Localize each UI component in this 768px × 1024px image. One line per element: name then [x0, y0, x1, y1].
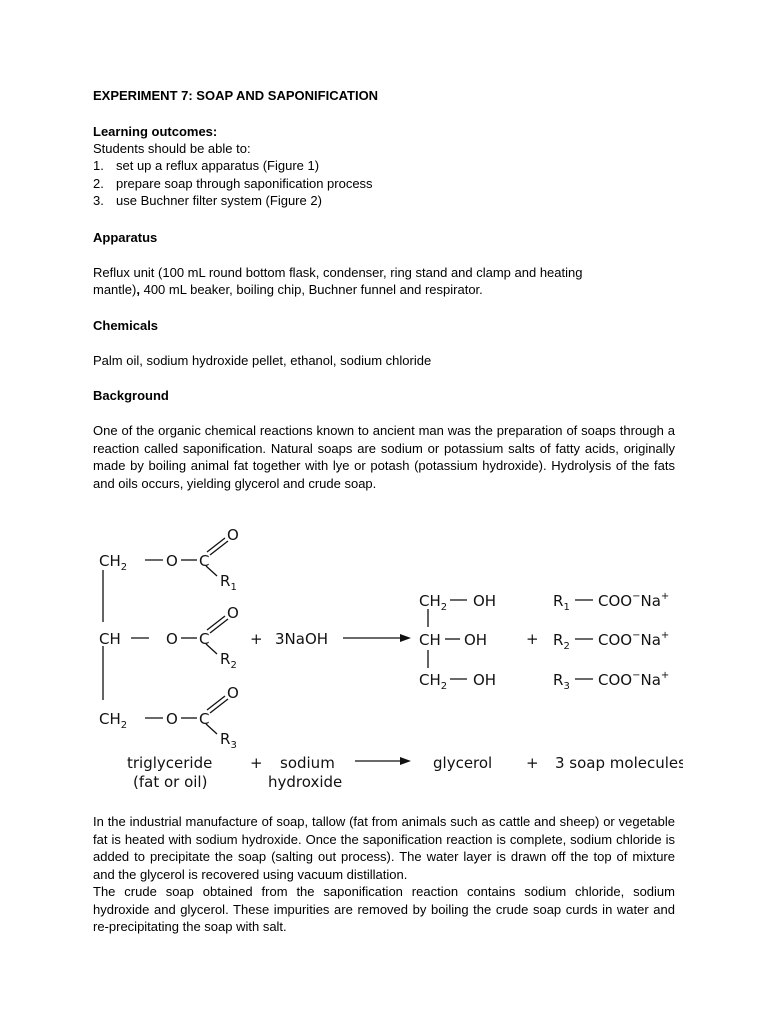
- ch-label: CH: [99, 630, 121, 648]
- carbon-label: C: [199, 710, 210, 728]
- carboxylate-label: COO−Na+: [598, 670, 670, 689]
- apparatus-heading: Apparatus: [93, 230, 158, 245]
- hydroxyl-label: OH: [464, 631, 488, 649]
- carbonyl-oxygen-label: O: [227, 684, 239, 702]
- carboxylate-label: COO−Na+: [598, 630, 670, 649]
- apparatus-text-b: 400 mL beaker, boiling chip, Buchner funnel and respirator.: [139, 282, 483, 297]
- plus-sign: +: [250, 754, 263, 772]
- ch2-label: $CH_2$: [99, 552, 128, 573]
- soap-r3: $R_3$: [553, 671, 570, 692]
- caption-soap-molecules: 3 soap molecules: [555, 754, 683, 772]
- r1-label: $R_1$: [220, 572, 237, 593]
- arrow-head: [400, 757, 411, 765]
- caption-triglyceride: triglyceride: [127, 754, 213, 772]
- background-paragraph-1: One of the organic chemical reactions known to ancient man was the preparation of soaps through a reaction called saponification. Natural soaps are sodium or potassium salts of fatty acids, originally made by boiling animal fat together with lye or potash (potassium hydroxide). Hydrolysis of the fats and oils occurs, yielding glycerol and crude soap.: [93, 423, 675, 491]
- soap-r2: $R_2$: [553, 631, 570, 652]
- document-title: EXPERIMENT 7: SOAP AND SAPONIFICATION: [93, 88, 379, 103]
- background-heading: Background: [93, 388, 169, 403]
- apparatus-bold-comma: ,: [136, 282, 140, 297]
- hydroxyl-label: OH: [473, 592, 497, 610]
- carboxylate-label: COO−Na+: [598, 591, 670, 610]
- hydroxyl-label: OH: [473, 671, 497, 689]
- plus-sign: +: [526, 630, 539, 648]
- naoh-label: 3NaOH: [275, 630, 329, 648]
- item-text: prepare soap through saponification process: [116, 176, 373, 191]
- item-number: 1.: [93, 158, 104, 173]
- carbonyl-oxygen-label: O: [227, 604, 239, 622]
- item-text: set up a reflux apparatus (Figure 1): [116, 158, 320, 173]
- glycerol-ch: CH: [419, 631, 441, 649]
- chemicals-list: Palm oil, sodium hydroxide pellet, ethanol, sodium chloride: [93, 353, 432, 368]
- learning-outcome-item: [93, 192, 322, 209]
- learning-outcomes-heading: Learning outcomes:: [93, 124, 218, 139]
- caption-glycerol: glycerol: [433, 754, 493, 772]
- arrow-head: [400, 634, 411, 642]
- plus-sign: +: [526, 754, 539, 772]
- soap-r1: $R_1$: [553, 592, 570, 613]
- learning-outcome-item: [93, 157, 319, 174]
- background-paragraph-2: In the industrial manufacture of soap, tallow (fat from animals such as cattle and sheep) or vegetable fat is heated with sodium hydroxide. Once the saponification reaction is complete, sodium chloride is added to precipitate the soap (salting out process). The water layer is drawn off the top of mixture and the glycerol is recovered using vacuum distillation.: [93, 814, 675, 882]
- oxygen-label: O: [166, 552, 178, 570]
- plus-sign: +: [250, 630, 263, 648]
- learning-outcomes-intro: Students should be able to:: [93, 141, 251, 156]
- glycerol-ch2-top: $CH_2$: [419, 592, 448, 613]
- glycerol-ch2-bottom: $CH_2$: [419, 671, 448, 692]
- carbonyl-oxygen-label: O: [227, 526, 239, 544]
- saponification-reaction-figure: [93, 520, 683, 800]
- r3-label: $R_3$: [220, 730, 237, 751]
- learning-outcome-item: [93, 175, 373, 192]
- carbon-label: C: [199, 552, 210, 570]
- reaction-scheme: [93, 520, 683, 800]
- item-number: 3.: [93, 193, 104, 208]
- caption-sodium: sodium: [280, 754, 335, 772]
- carbon-label: C: [199, 630, 210, 648]
- apparatus-line-2: [93, 281, 483, 298]
- r2-label: $R_2$: [220, 650, 237, 671]
- background-paragraph-3: The crude soap obtained from the saponification reaction contains sodium chloride, sodium hydroxide and glycerol. These impurities are removed by boiling the crude soap curds in water and re-precipitating the soap with salt.: [93, 884, 675, 934]
- oxygen-label: O: [166, 710, 178, 728]
- chemicals-heading: Chemicals: [93, 318, 159, 333]
- caption-hydroxide: hydroxide: [268, 773, 343, 791]
- item-text: use Buchner filter system (Figure 2): [116, 193, 322, 208]
- caption-fat-or-oil: (fat or oil): [133, 773, 208, 791]
- oxygen-label: O: [166, 630, 178, 648]
- ch2-label: $CH_2$: [99, 710, 128, 731]
- apparatus-line-1: Reflux unit (100 mL round bottom flask, condenser, ring stand and clamp and heating: [93, 265, 583, 280]
- apparatus-text-a: mantle): [93, 282, 137, 297]
- item-number: 2.: [93, 176, 104, 191]
